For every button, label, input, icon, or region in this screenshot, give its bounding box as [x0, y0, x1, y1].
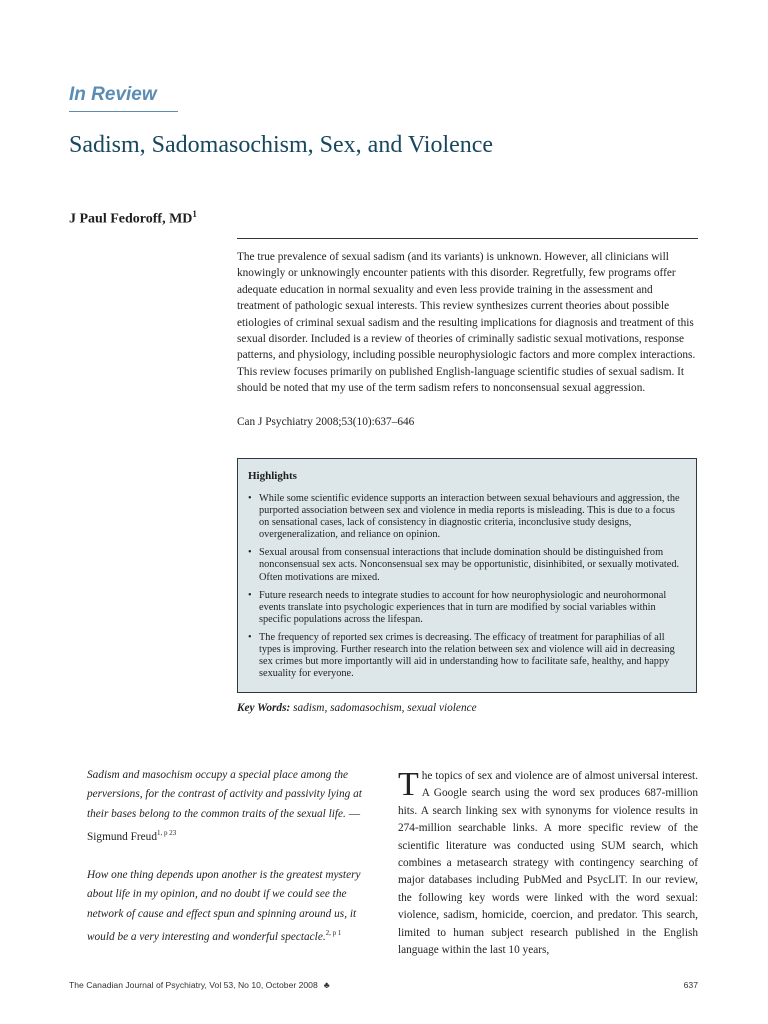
highlight-item: • While some scientific evidence supports an interaction between sexual behaviours and aggression, the purported association between sex and violence in media reports is misleading. This is due to a focus on sensational cases, lack of consistency in diagnostic criteria, inconclusive study designs, overgeneralization, and reliance on opinion.	[248, 493, 680, 541]
body-paragraph: he topics of sex and violence are of almost universal interest. A Google search using the word sex produces 687-million hits. A search linking sex with synonyms for violence results in 274-million searchable links. A more specific review of the scientific literature was conducted using SUM search, which combines a metasearch strategy with contingency searching of major databases including PubMed and PsycLIT. In our review, the following key words were linked with the word sexual: violence, sadism, homicide, coercion, and predator. This search, limited to human subject research published in the English language within the last 10 years,	[398, 770, 698, 957]
epigraph-text: How one thing depends upon another is the greatest mystery about life in my opinion, and no doubt if we could see the network of cause and effect spun and spinning around us, it would be a very interesting and wonderful spectacle.	[87, 869, 361, 943]
section-rule	[69, 111, 178, 112]
keywords-line	[237, 702, 477, 714]
epigraph-ref: 2, p 1	[325, 929, 342, 938]
article-title: Sadism, Sadomasochism, Sex, and Violence	[69, 132, 494, 158]
author-name: J Paul Fedoroff, MD	[69, 211, 193, 227]
footer-journal	[69, 980, 330, 990]
highlights-heading: Highlights	[248, 470, 297, 482]
drop-cap: T	[398, 766, 419, 803]
author-line	[69, 209, 197, 228]
maple-leaf-icon: ♣	[323, 980, 330, 990]
highlight-item: • Future research needs to integrate studies to account for how neurophysiologic and neurohormonal events translate into psychologic experiences that in turn are modified by social variables within specific populations across the lifespan.	[248, 589, 667, 625]
author-affiliation-sup: 1	[192, 209, 197, 219]
journal-citation: The Canadian Journal of Psychiatry, Vol 53, No 10, October 2008	[69, 980, 318, 990]
bullet-icon: •	[248, 493, 252, 504]
highlight-item: • The frequency of reported sex crimes is decreasing. The efficacy of treatment for paraphilias of all types is improving. Further research into the relation between sex and violence will aid in decreasing sex crimes but more importantly will aid in understanding how to facilitate safe, healthy, and happy sexuality for everyone.	[248, 631, 675, 680]
abstract-rule	[237, 238, 698, 239]
page-number: 637	[683, 980, 698, 990]
epigraph-ref: 1, p 23	[156, 829, 177, 838]
highlights-box	[237, 458, 697, 693]
citation: Can J Psychiatry 2008;53(10):637–646	[237, 416, 415, 428]
body-text-column	[398, 768, 698, 959]
bullet-icon: •	[248, 631, 252, 643]
section-label: In Review	[69, 84, 157, 105]
bullet-icon: •	[248, 547, 252, 559]
keywords-label: Key Words:	[237, 702, 291, 714]
epigraph-attribution: —Sigmund Freud	[87, 807, 360, 843]
epigraph-text: Sadism and masochism occupy a special place among the perversions, for the contrast of activity and passivity lying at their bases belong to the common traits of the sexual life.	[87, 769, 362, 820]
abstract-text: The true prevalence of sexual sadism (and its variants) is unknown. However, all clinicians will knowingly or unknowingly encounter patients with this disorder. Regretfully, few programs offer adequate education in normal sexuality and even less provide training in the assessment and treatment of pathologic sexual interests. This review synthesizes current theories about possible etiologies of criminal sexual sadism and the resulting implications for diagnosis and treatment of this sexual disorder. Included is a review of theories of criminally sadistic sexual motivations, response patterns, and physiology, including possible neurophysiologic factors and more complex interactions. This review focuses primarily on published English-language scientific studies of sexual sadism. It should be noted that my use of the term sadism refers to nonconsensual sexual aggression.	[237, 251, 696, 395]
highlight-item: • Sexual arousal from consensual interactions that include domination should be distinguished from nonconsensual sex acts. Nonconsensual sex may be opportunistic, disinhibited, or sexually motivated. Often motivations are mixed.	[248, 547, 680, 583]
highlights-list	[248, 493, 684, 680]
epigraph-freud	[87, 766, 369, 847]
keywords-values: sadism, sadomasochism, sexual violence	[293, 702, 477, 714]
epigraph-second	[87, 866, 369, 947]
bullet-icon: •	[248, 589, 252, 601]
